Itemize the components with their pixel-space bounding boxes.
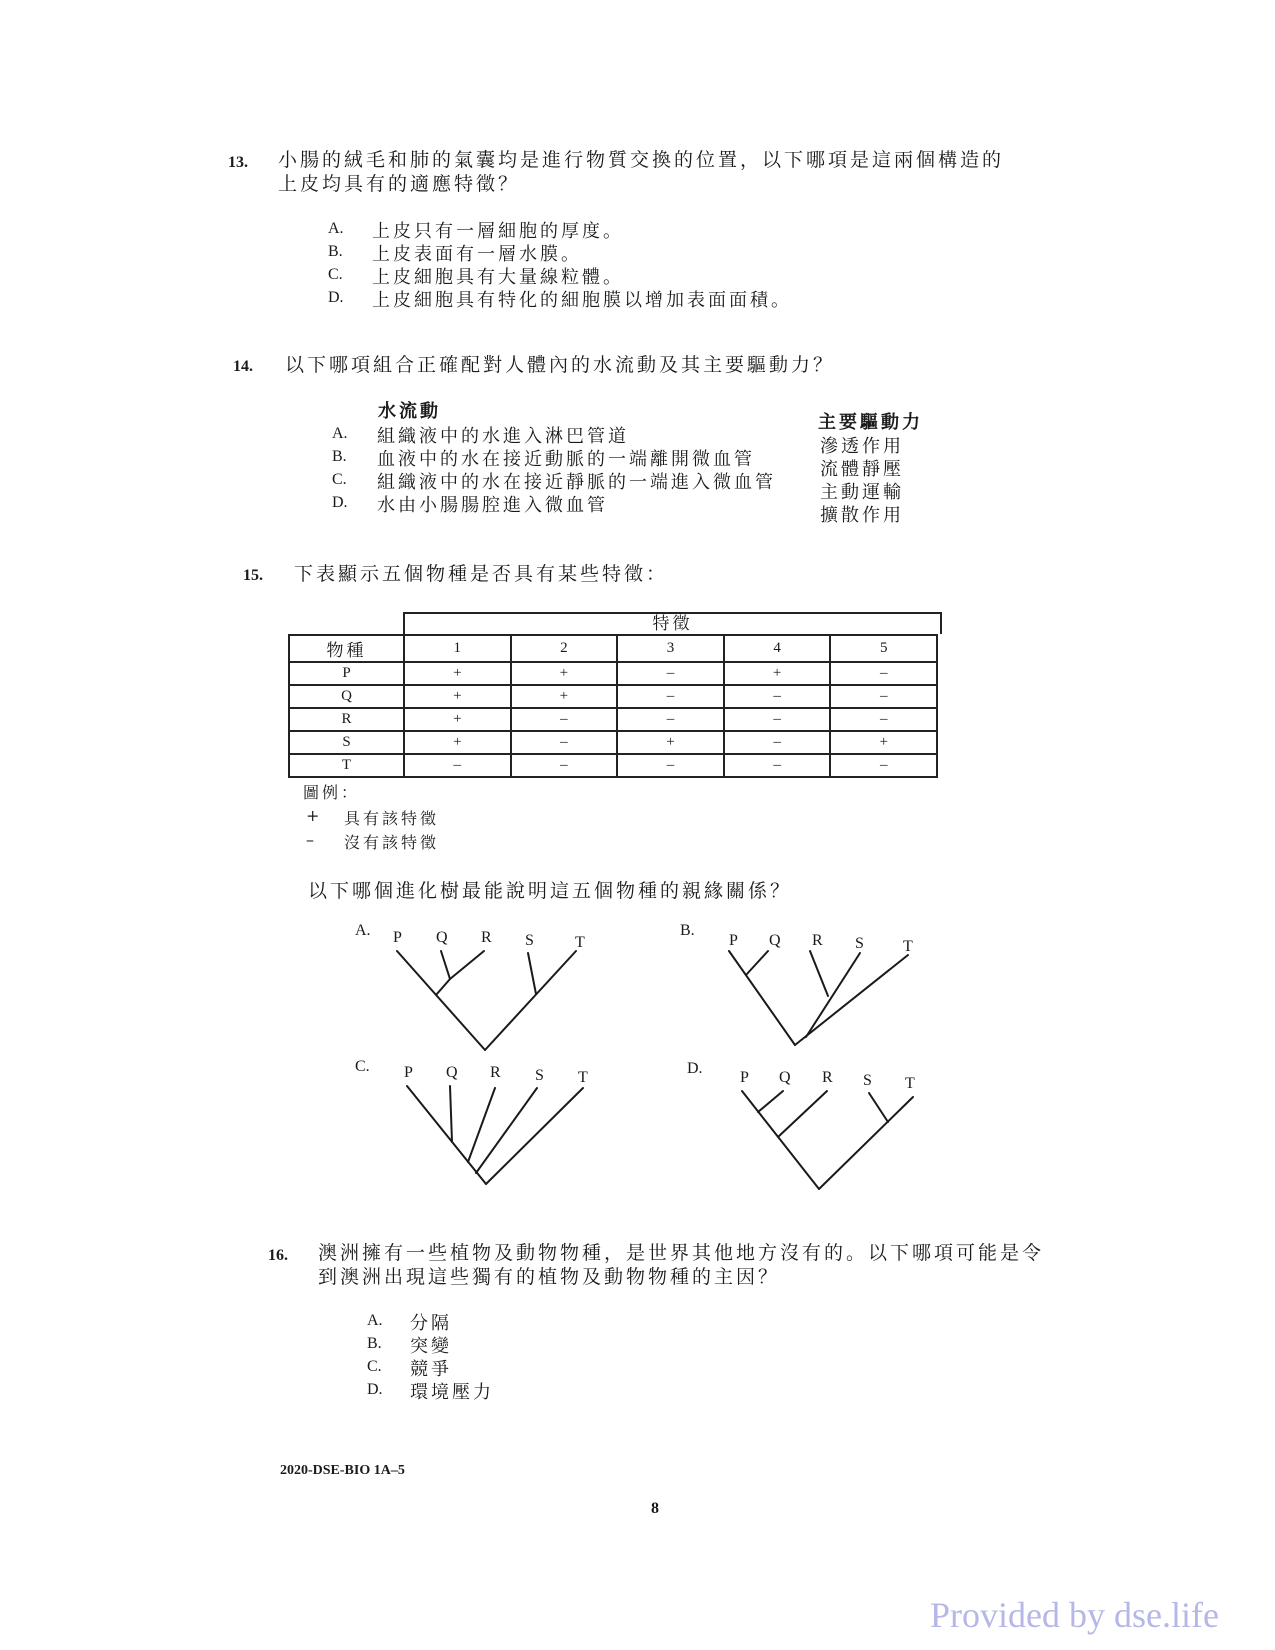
q16-option-d-text: 環境壓力 [410, 1382, 494, 1403]
q16-number: 16. [268, 1247, 288, 1264]
tree-d-label-q: Q [779, 1069, 791, 1086]
q15-legend-plus-symbol: + [306, 806, 323, 825]
footer-page-number: 8 [651, 1500, 659, 1517]
table-cell: + [830, 731, 937, 754]
q14-option-a-letter: A. [332, 425, 348, 442]
table-row [289, 731, 937, 754]
q15-legend-title: 圖例： [303, 783, 361, 802]
q14-option-c-force: 主動運輸 [820, 482, 904, 503]
q15-legend-plus-text: 具有該特徵 [344, 809, 440, 828]
q13-option-b-text: 上皮表面有一層水膜。 [372, 244, 582, 265]
table-cell: – [617, 708, 724, 731]
q15-table-species-header: 物種 [289, 635, 404, 662]
q16-option-a-text: 分隔 [410, 1313, 452, 1334]
table-row [289, 754, 937, 777]
tree-b-branch [806, 953, 860, 1037]
q15-legend-minus-symbol: – [306, 830, 317, 849]
q15-legend-minus-text: 沒有該特徵 [344, 833, 440, 852]
tree-a-branch [528, 953, 536, 994]
tree-d-diagram [735, 1085, 935, 1195]
tree-c-label-q: Q [446, 1064, 458, 1081]
table-species-cell: P [289, 662, 404, 685]
tree-d-label-r: R [822, 1069, 833, 1086]
table-species-cell: Q [289, 685, 404, 708]
q15-table-feature-col: 1 [404, 635, 511, 662]
tree-a-branch [441, 951, 450, 979]
table-species-cell: T [289, 754, 404, 777]
tree-c-branch [407, 1086, 486, 1184]
table-cell: + [617, 731, 724, 754]
tree-a-label-q: Q [436, 929, 448, 946]
tree-a-label-t: T [575, 934, 585, 951]
q14-option-d-letter: D. [332, 494, 348, 511]
tree-d-letter: D. [687, 1060, 703, 1077]
table-cell: + [404, 731, 511, 754]
q14-option-d-force: 擴散作用 [820, 505, 904, 526]
tree-b-label-s: S [855, 935, 864, 952]
tree-a-branch [450, 951, 484, 979]
tree-b-diagram [725, 945, 925, 1055]
q15-stem: 下表顯示五個物種是否具有某些特徵： [294, 563, 669, 585]
tree-b-branch [795, 955, 908, 1045]
tree-b-branch [810, 951, 828, 996]
table-cell: – [830, 754, 937, 777]
table-cell: + [404, 708, 511, 731]
table-species-cell: S [289, 731, 404, 754]
q15-table-feature-col: 2 [511, 635, 618, 662]
tree-d-label-s: S [863, 1072, 872, 1089]
q13-option-c-letter: C. [328, 266, 343, 283]
tree-b-branch [729, 951, 795, 1045]
q14-option-c-flow: 組織液中的水在接近靜脈的一端進入微血管 [377, 472, 776, 493]
q15-table-group-header: 特徵 [403, 612, 942, 634]
table-cell: – [511, 731, 618, 754]
tree-c-label-t: T [578, 1069, 588, 1086]
tree-d-label-t: T [905, 1075, 915, 1092]
q14-option-c-letter: C. [332, 471, 347, 488]
q16-option-d-letter: D. [367, 1381, 383, 1398]
tree-c-label-p: P [404, 1064, 413, 1081]
tree-a-label-r: R [481, 929, 492, 946]
table-header-row [289, 635, 937, 662]
q15-feature-table [288, 634, 938, 778]
tree-d-label-p: P [740, 1069, 749, 1086]
tree-c-label-s: S [535, 1067, 544, 1084]
tree-c-branch [476, 1088, 537, 1173]
tree-d-branch [819, 1097, 913, 1189]
table-cell: – [830, 662, 937, 685]
q14-option-b-force: 流體靜壓 [820, 459, 904, 480]
table-cell: – [830, 685, 937, 708]
q13-option-a-letter: A. [328, 220, 344, 237]
q13-stem-line1: 小腸的絨毛和肺的氣囊均是進行物質交換的位置，以下哪項是這兩個構造的 [278, 149, 1005, 171]
q13-option-d-text: 上皮細胞具有特化的細胞膜以增加表面面積。 [372, 290, 792, 311]
tree-b-label-p: P [729, 932, 738, 949]
q15-number: 15. [243, 567, 263, 584]
q13-option-c-text: 上皮細胞具有大量線粒體。 [372, 267, 624, 288]
tree-b-label-t: T [903, 938, 913, 955]
tree-b-letter: B. [680, 922, 695, 939]
table-cell: + [404, 685, 511, 708]
q13-option-b-letter: B. [328, 243, 343, 260]
table-cell: – [617, 754, 724, 777]
tree-d-branch [869, 1093, 888, 1122]
q14-number: 14. [233, 358, 253, 375]
q16-stem-line2: 到澳洲出現這些獨有的植物及動物物種的主因？ [318, 1266, 781, 1288]
table-cell: – [724, 754, 831, 777]
q16-stem-line1: 澳洲擁有一些植物及動物物種，是世界其他地方沒有的。以下哪項可能是令 [318, 1242, 1045, 1264]
table-cell: – [404, 754, 511, 777]
tree-a-label-p: P [393, 929, 402, 946]
q14-option-b-letter: B. [332, 448, 347, 465]
tree-a-branch [436, 979, 450, 995]
q14-stem: 以下哪項組合正確配對人體內的水流動及其主要驅動力？ [285, 354, 836, 376]
table-cell: – [511, 708, 618, 731]
table-cell: + [724, 662, 831, 685]
table-cell: + [404, 662, 511, 685]
q15-table-feature-col: 4 [724, 635, 831, 662]
q15-question: 以下哪個進化樹最能說明這五個物種的親緣關係？ [308, 880, 793, 902]
tree-b-label-r: R [812, 932, 823, 949]
tree-c-branch [450, 1086, 452, 1142]
table-cell: – [724, 708, 831, 731]
table-cell: – [724, 685, 831, 708]
q13-option-d-letter: D. [328, 289, 344, 306]
table-cell: – [617, 662, 724, 685]
tree-c-letter: C. [355, 1058, 370, 1075]
table-cell: – [617, 685, 724, 708]
table-row [289, 662, 937, 685]
tree-a-branch [397, 951, 485, 1050]
footer-exam-code: 2020-DSE-BIO 1A–5 [280, 1463, 405, 1478]
tree-c-branch [486, 1088, 583, 1184]
table-cell: – [724, 731, 831, 754]
tree-d-branch [742, 1091, 819, 1189]
tree-d-branch [758, 1091, 783, 1112]
q16-option-c-text: 競爭 [410, 1359, 452, 1380]
q14-col2-header: 主要驅動力 [818, 412, 923, 433]
table-cell: – [511, 754, 618, 777]
q15-table-feature-col: 3 [617, 635, 724, 662]
watermark-text: Provided by dse.life [930, 1595, 1219, 1635]
q15-table-feature-col: 5 [830, 635, 937, 662]
q14-option-b-flow: 血液中的水在接近動脈的一端離開微血管 [377, 449, 755, 470]
q13-number: 13. [228, 154, 248, 171]
tree-a-diagram [390, 945, 590, 1055]
q15-feature-table-wrap [288, 612, 938, 778]
table-cell: + [511, 685, 618, 708]
table-row [289, 708, 937, 731]
table-cell: + [511, 662, 618, 685]
tree-c-diagram [400, 1080, 600, 1190]
tree-b-branch [746, 951, 768, 975]
q14-col1-header: 水流動 [378, 401, 441, 422]
q13-stem-line2: 上皮均具有的適應特徵？ [278, 173, 521, 195]
tree-d-branch [778, 1091, 827, 1137]
q13-option-a-text: 上皮只有一層細胞的厚度。 [372, 221, 624, 242]
tree-c-label-r: R [490, 1064, 501, 1081]
table-species-cell: R [289, 708, 404, 731]
q16-option-b-letter: B. [367, 1335, 382, 1352]
q16-option-a-letter: A. [367, 1312, 383, 1329]
q16-option-b-text: 突變 [410, 1336, 452, 1357]
tree-b-label-q: Q [769, 932, 781, 949]
tree-a-label-s: S [525, 932, 534, 949]
q16-option-c-letter: C. [367, 1358, 382, 1375]
tree-a-letter: A. [355, 922, 371, 939]
q14-option-d-flow: 水由小腸腸腔進入微血管 [377, 495, 608, 516]
q14-option-a-flow: 組織液中的水進入淋巴管道 [377, 426, 629, 447]
q14-option-a-force: 滲透作用 [820, 436, 904, 457]
table-row [289, 685, 937, 708]
table-cell: – [830, 708, 937, 731]
